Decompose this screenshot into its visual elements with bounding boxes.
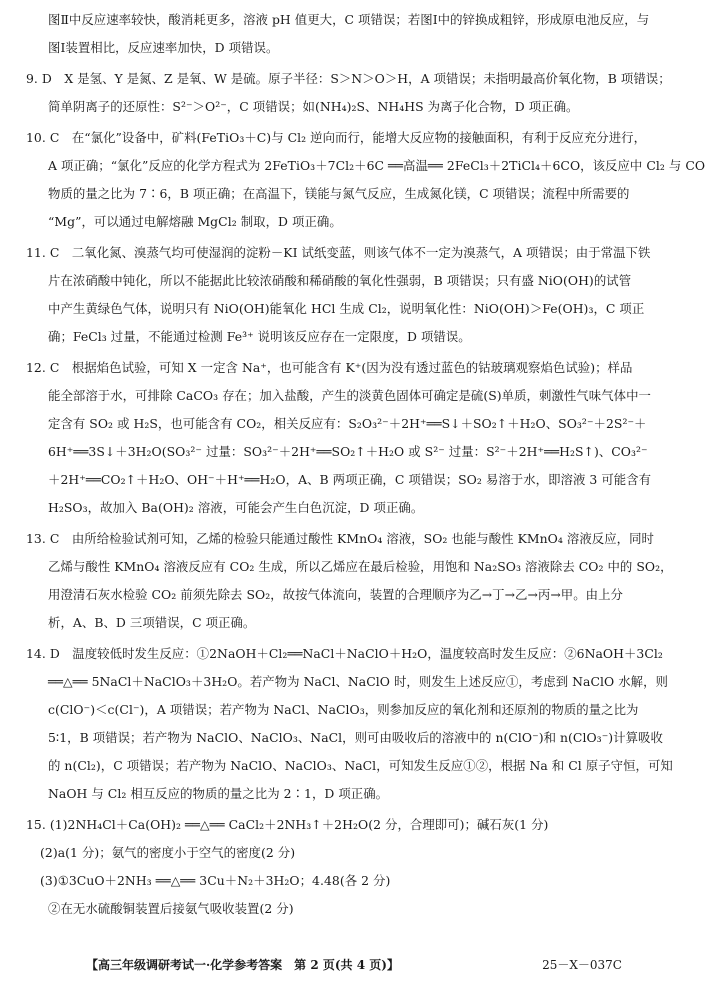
text-line: 13. C 由所给检验试剂可知，乙烯的检验只能通过酸性 KMnO₄ 溶液，SO₂ 也能与酸性 KMnO₄ 溶液反应，同时: [26, 531, 654, 546]
text-line: 用澄清石灰水检验 CO₂ 前须先除去 SO₂，故按气体流向，装置的合理顺序为乙→丁→乙→丙→甲。由上分: [48, 587, 623, 602]
text-line: “Mg”，可以通过电解熔融 MgCl₂ 制取，D 项正确。: [48, 214, 342, 229]
footer-code: 25－X－037C: [542, 958, 622, 972]
text-line: 的 n(Cl₂)，C 项错误；若产物为 NaClO、NaClO₃、NaCl，可知发生反应①②，根据 Na 和 Cl 原子守恒，可知: [48, 758, 673, 773]
text-line: 物质的量之比为 7∶6，B 项正确；在高温下，镁能与氮气反应，生成氮化镁，C 项错误；流程中所需要的: [48, 186, 630, 201]
text-line: 定含有 SO₂ 或 H₂S，也可能含有 CO₂，相关反应有：S₂O₃²⁻＋2H⁺══S↓＋SO₂↑＋H₂O、SO₃²⁻＋2S²⁻＋: [48, 416, 647, 431]
text-line: 图Ⅰ装置相比，反应速率加快，D 项错误。: [48, 40, 279, 55]
text-line: 12. C 根据焰色试验，可知 X 一定含 Na⁺，也可能含有 K⁺(因为没有透过蓝色的钴玻璃观察焰色试验)；样品: [26, 360, 633, 375]
page-footer: [86, 955, 622, 975]
text-line: 图Ⅱ中反应速率较快，酸消耗更多，溶液 pH 值更大，C 项错误；若图Ⅰ中的锌换成粗锌，形成原电池反应，与: [48, 12, 650, 27]
text-line: 15. (1)2NH₄Cl＋Ca(OH)₂ ══△══ CaCl₂＋2NH₃↑＋2H₂O(2 分，合理即可)；碱石灰(1 分): [26, 817, 549, 832]
text-line: 能全部溶于水，可排除 CaCO₃ 存在；加入盐酸，产生的淡黄色固体可确定是硫(S)单质，刺激性气味气体中一: [48, 388, 651, 403]
footer-title: 【高三年级调研考试一·化学参考答案 第 2 页(共 4 页)】: [86, 958, 399, 972]
text-line: H₂SO₃，故加入 Ba(OH)₂ 溶液，可能会产生白色沉淀，D 项正确。: [48, 500, 424, 515]
text-line: ＋2H⁺══CO₂↑＋H₂O、OH⁻＋H⁺══H₂O，A、B 两项正确，C 项错误；SO₂ 易溶于水，即溶液 3 可能含有: [48, 472, 652, 487]
text-line: A 项正确；“氯化”反应的化学方程式为 2FeTiO₃＋7Cl₂＋6C ══高温══ 2FeCl₃＋2TiCl₄＋6CO，该反应中 Cl₂ 与 CO: [48, 158, 705, 173]
text-line: 6H⁺══3S↓＋3H₂O(SO₃²⁻ 过量：SO₃²⁻＋2H⁺══SO₂↑＋H₂O 或 S²⁻ 过量：S²⁻＋2H⁺══H₂S↑)、CO₃²⁻: [48, 444, 648, 459]
text-line: 中产生黄绿色气体，说明只有 NiO(OH)能氧化 HCl 生成 Cl₂，说明氧化性：NiO(OH)＞Fe(OH)₃，C 项正: [48, 301, 645, 316]
text-line: 确；FeCl₃ 过量，不能通过检测 Fe³⁺ 说明该反应存在一定限度，D 项错误。: [48, 329, 471, 344]
text-line: 11. C 二氧化氮、溴蒸气均可使湿润的淀粉－KI 试纸变蓝，则该气体不一定为溴蒸气，A 项错误；由于常温下铁: [26, 245, 651, 260]
text-line: 9. D X 是氢、Y 是氮、Z 是氧、W 是硫。原子半径：S＞N＞O＞H，A 项错误；未指明最高价氧化物，B 项错误；: [26, 71, 671, 86]
text-line: 析，A、B、D 三项错误，C 项正确。: [48, 615, 256, 630]
text-line: ②在无水硫酸铜装置后接氨气吸收装置(2 分): [48, 901, 294, 916]
answer-content: [26, 6, 705, 923]
text-line: 10. C 在“氯化”设备中，矿料(FeTiO₃＋C)与 Cl₂ 逆向而行，能增大反应物的接触面积，有利于反应充分进行，: [26, 130, 647, 145]
text-line: 14. D 温度较低时发生反应：①2NaOH＋Cl₂══NaCl＋NaClO＋H₂O，温度较高时发生反应：②6NaOH＋3Cl₂: [26, 646, 663, 661]
text-line: 简单阴离子的还原性：S²⁻＞O²⁻，C 项错误；如(NH₄)₂S、NH₄HS 为离子化合物，D 项正确。: [48, 99, 579, 114]
text-line: NaOH 与 Cl₂ 相互反应的物质的量之比为 2∶1，D 项正确。: [48, 786, 389, 801]
text-line: (2)a(1 分)；氨气的密度小于空气的密度(2 分): [40, 845, 296, 860]
text-line: 乙烯与酸性 KMnO₄ 溶液反应有 CO₂ 生成，所以乙烯应在最后检验，用饱和 Na₂SO₃ 溶液除去 CO₂ 中的 SO₂，: [48, 559, 673, 574]
text-line: c(ClO⁻)＜c(Cl⁻)，A 项错误；若产物为 NaCl、NaClO₃，则参加反应的氧化剂和还原剂的物质的量之比为: [48, 702, 639, 717]
text-line: 片在浓硝酸中钝化，所以不能据此比较浓硝酸和稀硝酸的氧化性强弱，B 项错误；只有盛 NiO(OH)的试管: [48, 273, 632, 288]
text-line: (3)①3CuO＋2NH₃ ══△══ 3Cu＋N₂＋3H₂O；4.48(各 2 分): [40, 873, 391, 888]
text-line: 5∶1，B 项错误；若产物为 NaClO、NaClO₃、NaCl，则可由吸收后的溶液中的 n(ClO⁻)和 n(ClO₃⁻)计算吸收: [48, 730, 663, 745]
text-line: ══△══ 5NaCl＋NaClO₃＋3H₂O。若产物为 NaCl、NaClO 时，则发生上述反应①，考虑到 NaClO 水解，则: [48, 674, 668, 689]
